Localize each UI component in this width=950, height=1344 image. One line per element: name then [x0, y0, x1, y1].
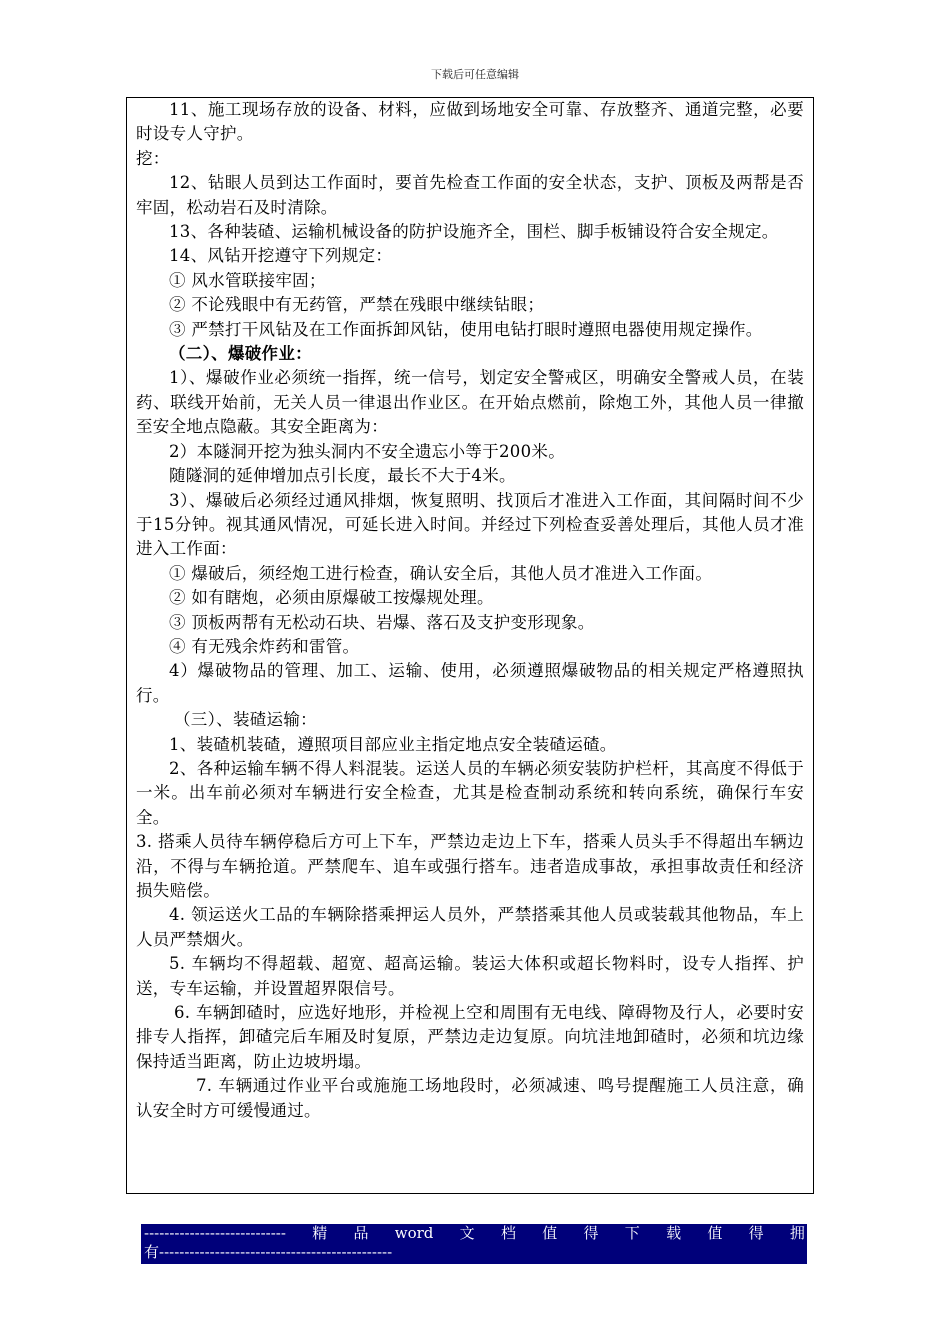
footer-banner-word: 载: [666, 1224, 682, 1242]
footer-banner-word: 拥: [789, 1224, 805, 1242]
section-heading: （二）、爆破作业：: [169, 344, 312, 364]
footer-banner: [141, 1224, 807, 1264]
body-paragraph: 随隧洞的延伸增加点引长度，最长不大于4米。: [169, 466, 516, 486]
footer-banner-word: 得: [748, 1224, 764, 1242]
body-paragraph: ③ 严禁打干风钻及在工作面拆卸风钻，使用电钻打眼时遵照电器使用规定操作。: [169, 319, 763, 339]
body-paragraph: ③ 顶板两帮有无松动石块、岩爆、落石及支护变形现象。: [169, 612, 595, 632]
body-paragraph: ① 爆破后，须经炮工进行检查，确认安全后，其他人员才准进入工作面。: [169, 563, 713, 583]
body-paragraph: 5. 车辆均不得超载、超宽、超高运输。装运大体积或超长物料时，设专人指挥、护送，专车运输，并设置超界限信号。: [136, 954, 804, 998]
body-paragraph: （三）、装碴运输：: [174, 710, 317, 730]
footer-banner-row-2: 有----------------------------------------------: [144, 1243, 393, 1261]
footer-banner-word: 值: [542, 1224, 558, 1242]
footer-banner-row-1: [141, 1224, 807, 1243]
footer-banner-word: 得: [583, 1224, 599, 1242]
footer-banner-word: 值: [707, 1224, 723, 1242]
body-paragraph: 4. 领运送火工品的车辆除搭乘押运人员外，严禁搭乘其他人员或装载其他物品，车上人员严禁烟火。: [136, 905, 804, 949]
body-paragraph: 1）、爆破作业必须统一指挥，统一信号，划定安全警戒区，明确安全警戒人员，在装药、联线开始前，无关人员一律退出作业区。在开始点燃前，除炮工外，其他人员一律撤至安全地点隐蔽。其安全距离为：: [136, 368, 804, 437]
footer-banner-word: 下: [624, 1224, 640, 1242]
body-paragraph: 1、装碴机装碴，遵照项目部应业主指定地点安全装碴运碴。: [169, 734, 617, 754]
body-paragraph: 4）爆破物品的管理、加工、运输、使用，必须遵照爆破物品的相关规定严格遵照执行。: [136, 661, 804, 705]
body-paragraph: 13、各种装碴、运输机械设备的防护设施齐全，围栏、脚手板铺设符合安全规定。: [169, 222, 779, 242]
body-paragraph: 2）本隧洞开挖为独头洞内不安全遗忘小等于200米。: [169, 441, 565, 461]
footer-banner-word: 文: [459, 1224, 475, 1242]
footer-banner-word: 品: [353, 1224, 369, 1242]
body-paragraph: 11、施工现场存放的设备、材料，应做到场地安全可靠、存放整齐、通道完整，必要时设专人守护。: [136, 100, 804, 144]
body-paragraph: 7. 车辆通过作业平台或施施工场地段时，必须减速、鸣号提醒施工人员注意，确认安全时方可缓慢通过。: [136, 1076, 804, 1120]
body-paragraph: 2、各种运输车辆不得人料混装。运送人员的车辆必须安装防护栏杆，其高度不得低于一米。出车前必须对车辆进行安全检查，尤其是检查制动系统和转向系统，确保行车安全。: [136, 758, 804, 827]
footer-banner-word: ----------------------------: [144, 1224, 286, 1242]
footer-banner-word: word: [394, 1224, 434, 1242]
body-paragraph: 14、风钻开挖遵守下列规定：: [169, 246, 393, 266]
body-paragraph: 3. 搭乘人员待车辆停稳后方可上下车，严禁边走边上下车，搭乘人员头手不得超出车辆边沿，不得与车辆抢道。严禁爬车、追车或强行搭车。违者造成事故，承担事故责任和经济损失赔偿。: [136, 832, 804, 900]
footer-banner-word: 档: [500, 1224, 516, 1242]
body-paragraph: ④ 有无残余炸药和雷管。: [169, 636, 360, 656]
body-paragraph: ① 风水管联接牢固；: [169, 270, 326, 290]
body-paragraph: 3）、爆破后必须经过通风排烟，恢复照明、找顶后才准进入工作面，其间隔时间不少于15分钟。视其通风情况，可延长进入时间。并经过下列检查妥善处理后，其他人员才准进入工作面：: [136, 490, 804, 559]
footer-banner-word: 精: [312, 1224, 328, 1242]
body-paragraph: ② 不论残眼中有无药管，严禁在残眼中继续钻眼；: [169, 295, 545, 315]
body-paragraph: 挖：: [136, 148, 170, 168]
body-paragraph: 6. 车辆卸碴时，应选好地形，并检视上空和周围有无电线、障碍物及行人，必要时安排专人指挥，卸碴完后车厢及时复原，严禁边走边复原。向坑洼地卸碴时，必须和坑边缘保持适当距离，防止边坡坍塌。: [136, 1003, 804, 1071]
document-body-box: [126, 97, 814, 1194]
body-paragraph: ② 如有瞎炮，必须由原爆破工按爆规处理。: [169, 588, 494, 608]
body-paragraph: 12、钻眼人员到达工作面时，要首先检查工作面的安全状态，支护、顶板及两帮是否牢固，松动岩石及时清除。: [136, 173, 804, 217]
header-note: 下载后可任意编辑: [431, 68, 519, 81]
